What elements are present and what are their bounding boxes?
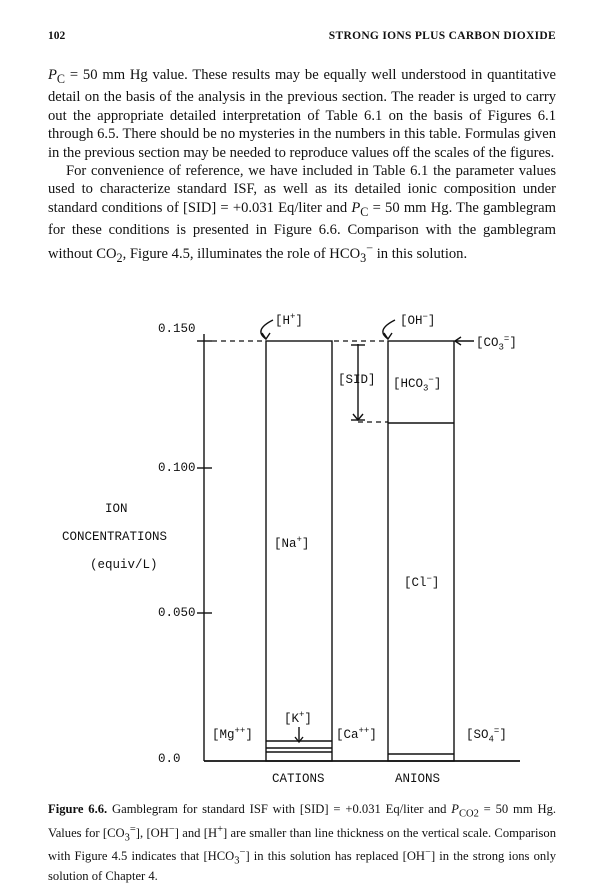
running-title: STRONG IONS PLUS CARBON DIOXIDE (328, 30, 556, 42)
text-run: 3 (360, 251, 367, 266)
ion-label-part: ] (369, 728, 377, 743)
text-run: P (48, 67, 57, 83)
ion-label-part: ] (499, 728, 507, 743)
ion-label-part: [Ca (336, 728, 359, 743)
text-run: CO (458, 808, 474, 820)
y-tick-label: 0.100 (158, 461, 196, 475)
ion-label-part: ++ (358, 726, 370, 736)
ion-label-part: ] (295, 314, 303, 329)
ion-label-part: ] (509, 336, 517, 351)
oh-ion-label (400, 310, 435, 328)
k-ion-label (284, 708, 312, 726)
page-number: 102 (48, 30, 66, 42)
text-run: 3 (234, 855, 240, 867)
so4-ion-label (466, 724, 507, 747)
gamblegram-figure (0, 296, 600, 800)
text-run: = 50 mm Hg. Values for [CO (48, 802, 557, 840)
cl-ion-label (404, 572, 439, 590)
ion-label-part: − (426, 574, 432, 584)
ion-label-part: [K (284, 712, 300, 727)
text-run: ] and [H (174, 825, 218, 840)
ion-label-part: = (503, 334, 510, 344)
ion-label-part: ] (304, 712, 312, 727)
text-run: ] in this solution has replaced [OH (245, 849, 426, 864)
cations-label: CATIONS (272, 772, 325, 786)
text-run: Gamblegram for standard ISF with [SID] = +0.031 Eq/liter and (107, 802, 452, 816)
text-run: ] are smaller than line thickness on the vertical scale. Comparison with Figure 4.5 indicates that [HCO (48, 825, 556, 864)
ion-label-part: [HCO (393, 377, 424, 392)
text-run: − (425, 847, 431, 859)
text-run: For convenience of reference, we have included in Table 6.1 the parameter values used to characterize standard ISF, as well as its detailed ionic composition under standard conditions of [SID] = +0.031 Eq/liter and (48, 162, 556, 216)
ion-label-part: [Na (274, 537, 297, 552)
ion-label-part: [OH (400, 314, 423, 329)
text-run: − (366, 241, 374, 256)
text-run: − (168, 823, 175, 835)
h-pointer-arrow (261, 320, 273, 339)
co3-ion-label (476, 332, 517, 355)
figure-caption (48, 802, 556, 884)
text-run: = 50 mm Hg. The gamblegram for these conditions is presented in Figure 6.6. Comparison with the gamblegram without CO (48, 199, 556, 263)
text-run: = 50 mm Hg value. These results may be equally well understood in quantitative detail on the basis of the analysis in the previous section. The reader is urged to carry out the appropriate detailed interpretation of Table 6.1 on the basis of Figures 6.1 through 6.5. There should be no mysteries in the numbers in this table. Formulas given in the previous section may be needed to reproduce values off the scales of the figures. (48, 67, 556, 161)
ion-label-part: ] (433, 377, 442, 392)
axis-title-line: CONCENTRATIONS (62, 530, 168, 544)
ion-label-part: ] (301, 537, 310, 552)
ion-label-part: [H (275, 314, 291, 329)
page-header (48, 30, 556, 46)
ion-label-part: [CO (476, 336, 499, 351)
text-run: 2 (473, 808, 479, 820)
ion-label-part: − (428, 375, 434, 385)
text-run: = (129, 823, 136, 835)
ion-label-part: + (299, 710, 305, 720)
ion-label-part: = (493, 726, 500, 736)
ion-label-part: [SO (466, 728, 489, 743)
ion-label-part: ++ (234, 726, 246, 736)
text-run: C (360, 204, 369, 219)
paragraph (48, 66, 556, 162)
text-run: , Figure 4.5, illuminates the role of HCO (122, 246, 361, 263)
caption-text (48, 802, 556, 883)
body-text (48, 66, 556, 268)
anions-label: ANIONS (395, 772, 441, 786)
paragraph (48, 162, 556, 268)
ion-label-part: − (422, 312, 428, 322)
anions-column (388, 341, 454, 761)
text-run: 2 (116, 251, 123, 266)
text-run: ] in the strong ions only solution of Chapter 4. (48, 849, 556, 883)
text-run: P (351, 199, 361, 216)
ion-label-part: ] (431, 576, 440, 591)
hco3-ion-label (393, 373, 441, 396)
ion-label-part: + (296, 535, 302, 545)
na-ion-label (274, 533, 309, 551)
text-run: C (56, 71, 66, 86)
ion-label-part: [Mg (212, 728, 235, 743)
ca-ion-label (336, 724, 377, 742)
ion-label-part: 3 (423, 383, 429, 394)
ion-label-part: ] (427, 314, 436, 329)
text-run: 3 (124, 832, 130, 844)
text-run: P (451, 802, 459, 816)
ion-label-part: 3 (498, 342, 504, 353)
y-tick-label: 0.050 (158, 606, 196, 620)
caption-label: Figure 6.6. (48, 802, 108, 816)
y-tick-label: 0.150 (158, 322, 196, 336)
oh-pointer-arrow (383, 320, 395, 339)
text-run: in this solution. (373, 246, 468, 263)
y-tick-label: 0.0 (158, 752, 181, 766)
text-run: + (217, 823, 224, 835)
mg-ion-label (212, 724, 253, 742)
ion-label-part: + (290, 312, 296, 322)
text-run: − (239, 847, 246, 859)
axis-title-line: ION (105, 502, 128, 516)
ion-label-part: [SID] (338, 373, 376, 387)
sid-label (338, 373, 376, 387)
ion-label-part: 4 (488, 734, 494, 745)
ion-label-part: [Cl (404, 576, 427, 591)
ion-label-part: ] (245, 728, 253, 743)
h-ion-label (275, 310, 303, 328)
text-run: ], [OH (135, 825, 169, 840)
axis-title-line: (equiv/L) (90, 558, 158, 572)
